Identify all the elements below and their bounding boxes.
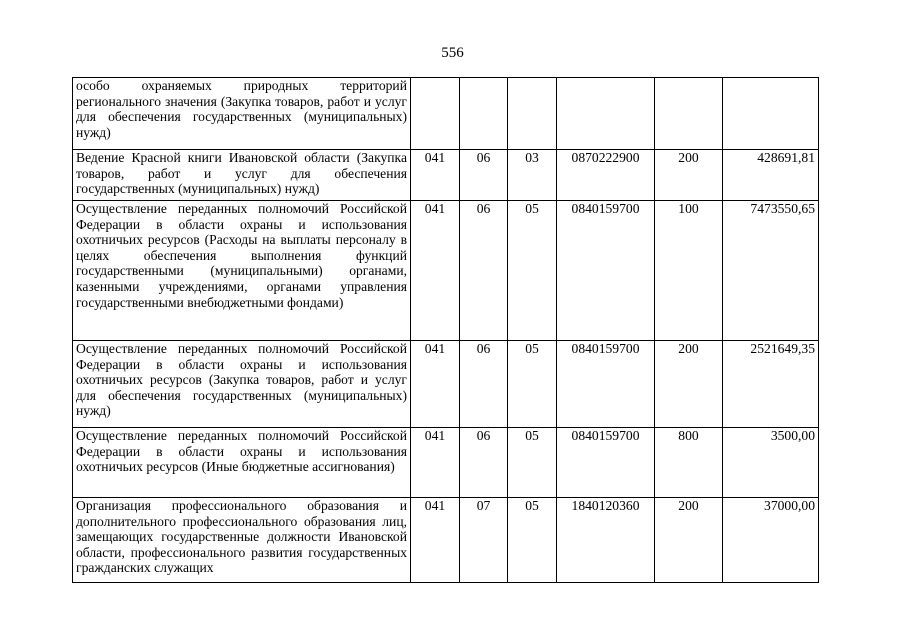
subsection-code: 05 bbox=[508, 341, 557, 428]
amount: 7473550,65 bbox=[723, 201, 819, 341]
expense-type-code: 200 bbox=[655, 341, 723, 428]
table-row bbox=[73, 498, 819, 583]
amount: 37000,00 bbox=[723, 498, 819, 583]
table-row bbox=[73, 428, 819, 498]
table-row bbox=[73, 201, 819, 341]
row-description: Ведение Красной книги Ивановской области (Закупка товаров, работ и услуг для обеспечения государственных (муниципальных) нужд) bbox=[73, 150, 411, 201]
table-row bbox=[73, 341, 819, 428]
row-description: Осуществление переданных полномочий Российской Федерации в области охраны и использования охотничьих ресурсов (Расходы на выплаты персоналу в целях обеспечения выполнения функций государственными (муниципальными) органами, казенными учреждениями, органами управления государственными внебюджетными фондами) bbox=[73, 201, 411, 341]
subsection-code: 03 bbox=[508, 150, 557, 201]
expense-type-code bbox=[655, 78, 723, 150]
amount: 428691,81 bbox=[723, 150, 819, 201]
amount: 2521649,35 bbox=[723, 341, 819, 428]
subsection-code: 05 bbox=[508, 498, 557, 583]
section-code: 07 bbox=[460, 498, 508, 583]
target-article-code: 0840159700 bbox=[557, 341, 655, 428]
section-code: 06 bbox=[460, 341, 508, 428]
ministry-code: 041 bbox=[411, 201, 460, 341]
row-description: особо охраняемых природных территорий регионального значения (Закупка товаров, работ и услуг для обеспечения государственных (муниципальных) нужд) bbox=[73, 78, 411, 150]
ministry-code: 041 bbox=[411, 341, 460, 428]
table-row bbox=[73, 78, 819, 150]
row-description: Осуществление переданных полномочий Российской Федерации в области охраны и использования охотничьих ресурсов (Закупка товаров, работ и услуг для обеспечения государственных (муниципальных) нужд) bbox=[73, 341, 411, 428]
target-article-code bbox=[557, 78, 655, 150]
ministry-code bbox=[411, 78, 460, 150]
row-description: Организация профессионального образования и дополнительного профессионального образования лиц, замещающих государственные должности Ивановской области, профессионального развития государственных гражданских служащих bbox=[73, 498, 411, 583]
section-code: 06 bbox=[460, 428, 508, 498]
budget-table bbox=[72, 77, 819, 583]
subsection-code: 05 bbox=[508, 201, 557, 341]
target-article-code: 0840159700 bbox=[557, 201, 655, 341]
expense-type-code: 200 bbox=[655, 498, 723, 583]
expense-type-code: 100 bbox=[655, 201, 723, 341]
section-code: 06 bbox=[460, 150, 508, 201]
subsection-code bbox=[508, 78, 557, 150]
section-code: 06 bbox=[460, 201, 508, 341]
page-number: 556 bbox=[441, 45, 464, 61]
expense-type-code: 800 bbox=[655, 428, 723, 498]
ministry-code: 041 bbox=[411, 498, 460, 583]
target-article-code: 1840120360 bbox=[557, 498, 655, 583]
amount bbox=[723, 78, 819, 150]
ministry-code: 041 bbox=[411, 150, 460, 201]
section-code bbox=[460, 78, 508, 150]
ministry-code: 041 bbox=[411, 428, 460, 498]
row-description: Осуществление переданных полномочий Российской Федерации в области охраны и использования охотничьих ресурсов (Иные бюджетные ассигнования) bbox=[73, 428, 411, 498]
table-body bbox=[73, 78, 819, 583]
expense-type-code: 200 bbox=[655, 150, 723, 201]
amount: 3500,00 bbox=[723, 428, 819, 498]
table-row bbox=[73, 150, 819, 201]
subsection-code: 05 bbox=[508, 428, 557, 498]
target-article-code: 0870222900 bbox=[557, 150, 655, 201]
target-article-code: 0840159700 bbox=[557, 428, 655, 498]
